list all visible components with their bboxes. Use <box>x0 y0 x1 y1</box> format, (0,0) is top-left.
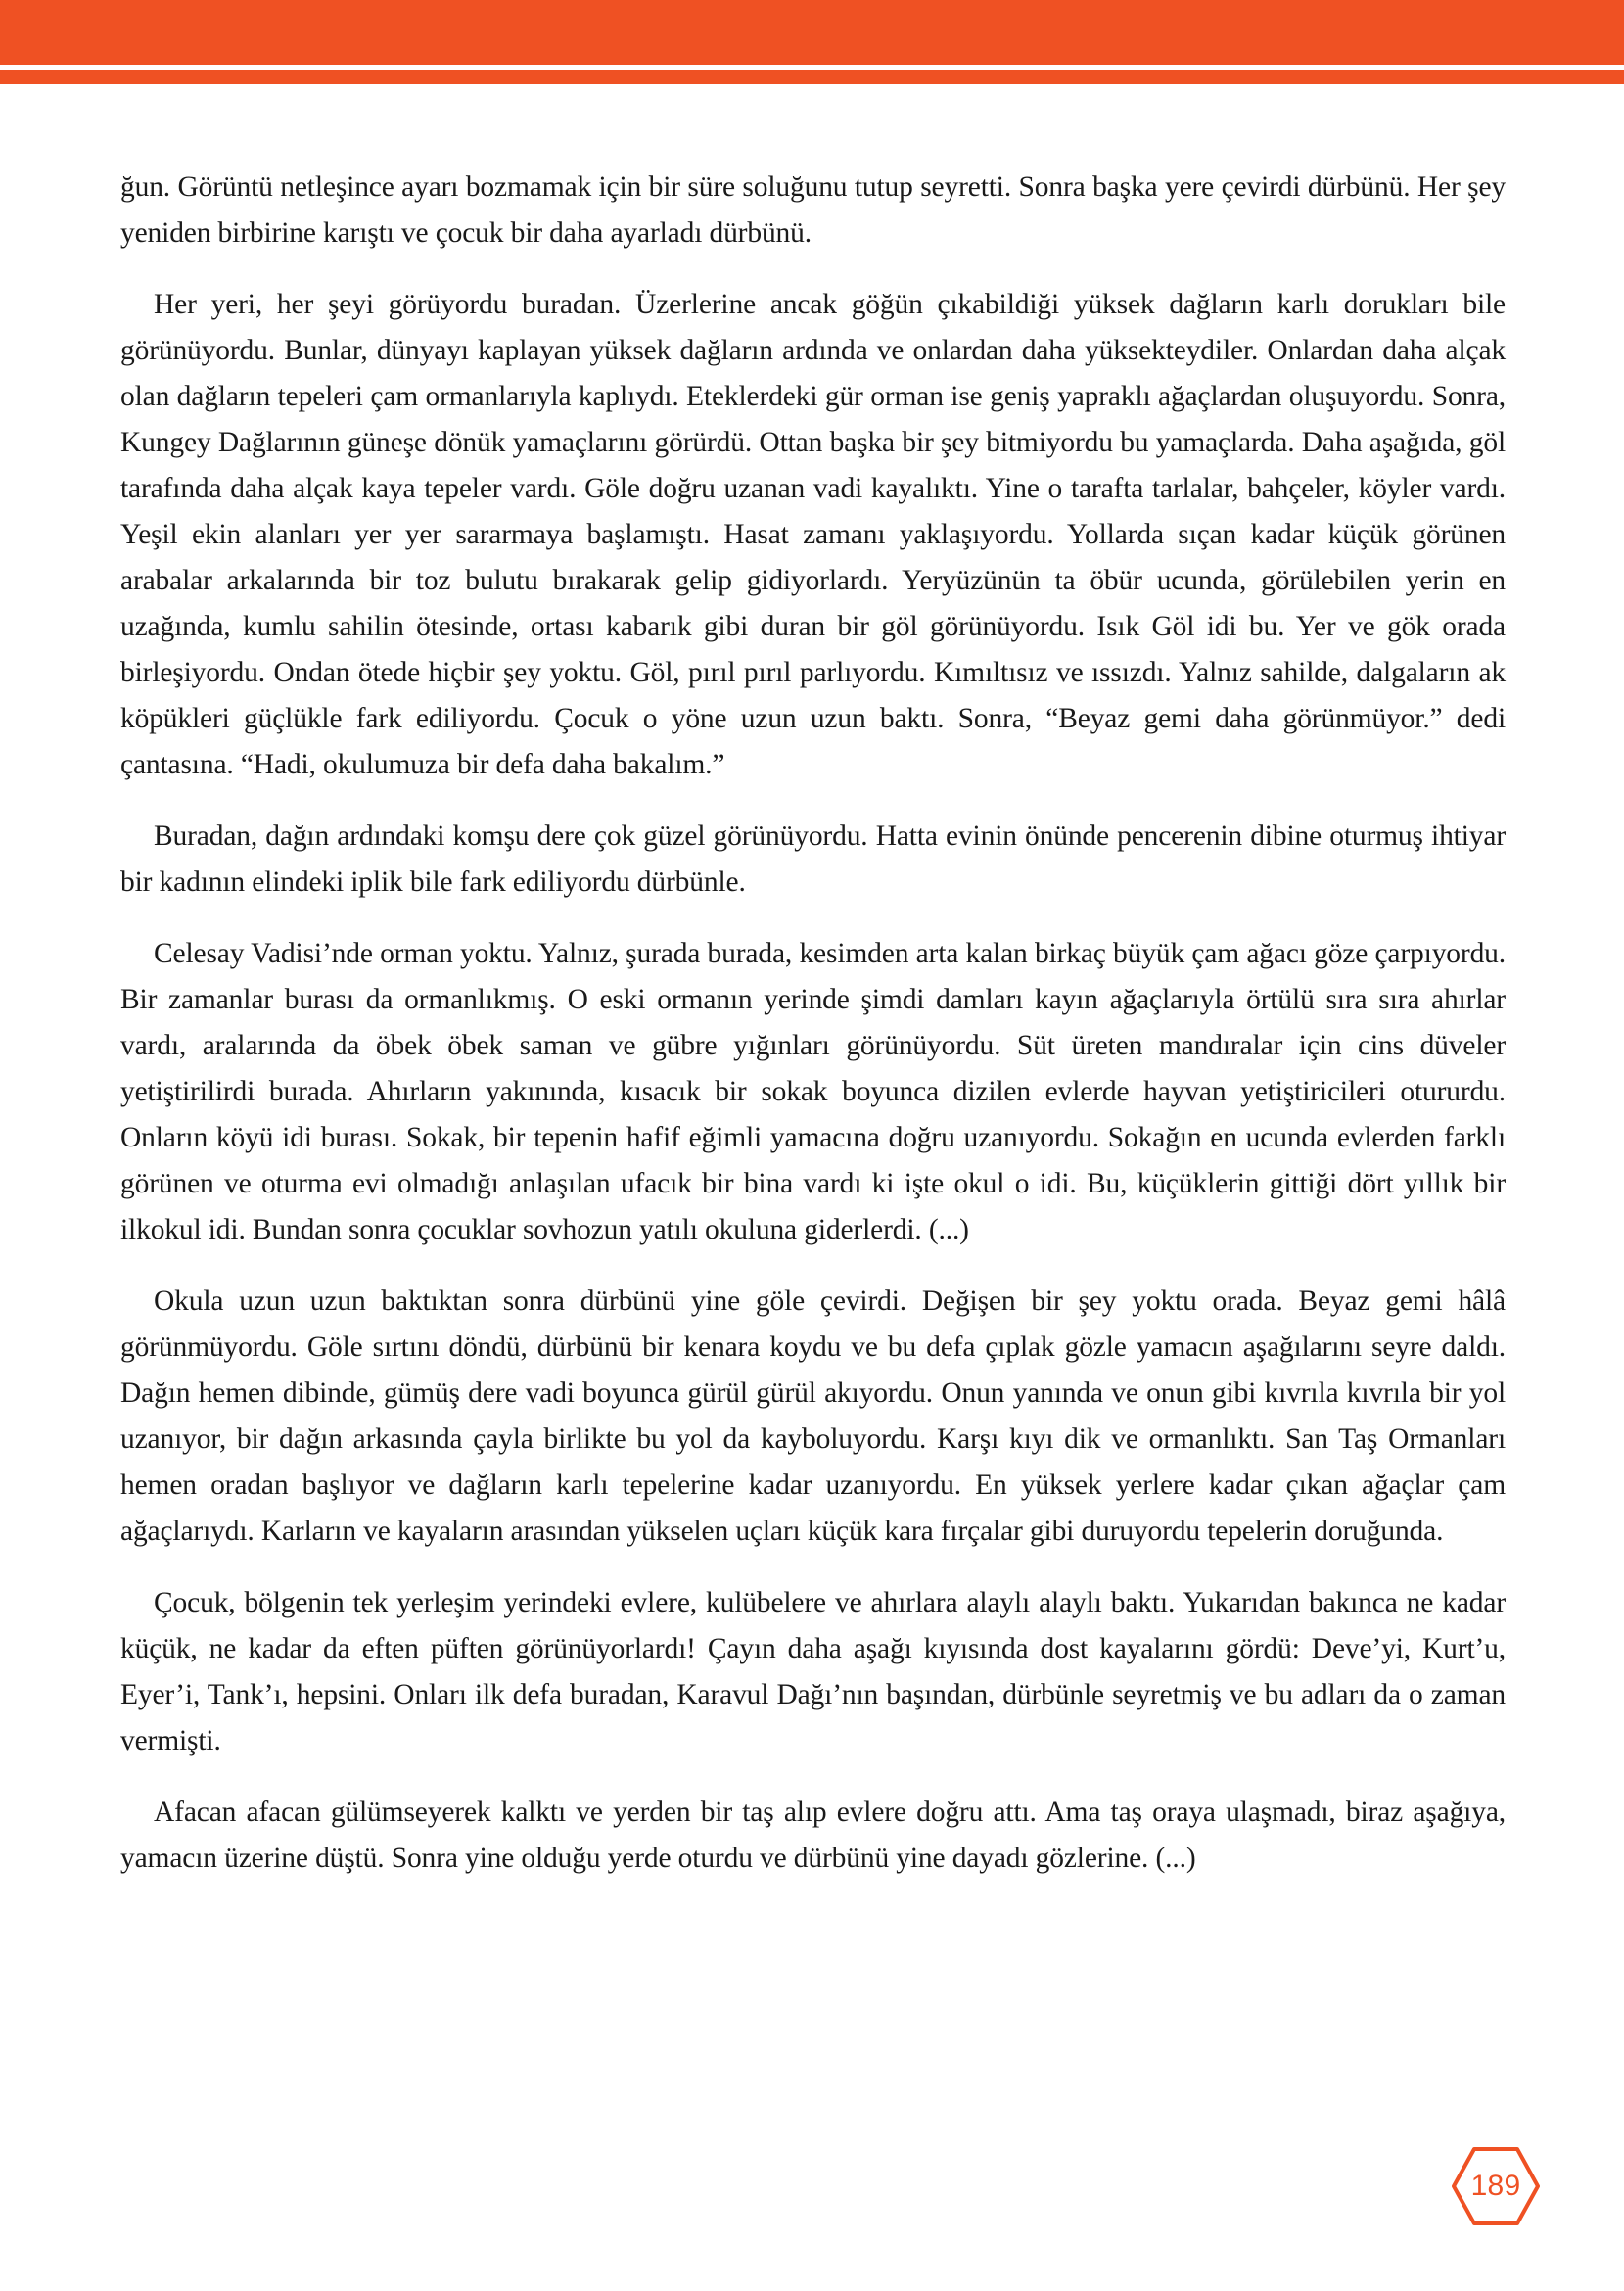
header-accent-rule-lower <box>0 70 1624 84</box>
paragraph-3: Buradan, dağın ardındaki komşu dere çok güzel görünüyordu. Hatta evinin önünde pencerenin dibine oturmuş ihtiyar bir kadının elindeki iplik bile fark ediliyordu dürbünle. <box>120 820 1506 898</box>
paragraph-4: Celesay Vadisi’nde orman yoktu. Yalnız, şurada burada, kesimden arta kalan birkaç büyük çam ağacı göze çarpıyordu. Bir zamanlar burası da ormanlıkmış. O eski ormanın yerinde şimdi damları kayın ağaçlarıyla örtülü sıra sıra ahırlar vardı, aralarında da öbek öbek saman ve gübre yığınları görünüyordu. Süt üreten mandıralar için cins düveler yetiştirilirdi burada. Ahırların yakınında, kısacık bir sokak boyunca dizilen evlerde hayvan yetiştiricileri otururdu. Onların köyü idi burası. Sokak, bir tepenin hafif eğimli yamacına doğru uzanıyordu. Sokağın en ucunda evlerden farklı görünen ve oturma evi olmadığı anlaşılan ufacık bir bina vardı ki işte okul o idi. Bu, küçüklerin gittiği dört yıllık bir ilkokul idi. Bundan sonra çocuklar sovhozun yatılı okuluna giderlerdi. (...) <box>120 938 1506 1245</box>
paragraph-2: Her yeri, her şeyi görüyordu buradan. Üzerlerine ancak göğün çıkabildiği yüksek dağların karlı dorukları bile görünüyordu. Bunlar, dünyayı kaplayan yüksek dağların ardında ve onlardan daha yüksekteydiler. Onlardan daha alçak olan dağların tepeleri çam ormanlarıyla kaplıydı. Eteklerdeki gür orman ise geniş yapraklı ağaçlardan oluşuyordu. Sonra, Kungey Dağlarının güneşe dönük yamaçlarını görürdü. Ottan başka bir şey bitmiyordu bu yamaçlarda. Daha aşağıda, göl tarafında daha alçak kaya tepeler vardı. Göle doğru uzanan vadi kayalıktı. Yine o tarafta tarlalar, bahçeler, köyler vardı. Yeşil ekin alanları yer yer sararmaya başlamıştı. Hasat zamanı yaklaşıyordu. Yollarda sıçan kadar küçük görünen arabalar arkalarında bir toz bulutu bırakarak gelip gidiyorlardı. Yeryüzünün ta öbür ucunda, görülebilen yerin en uzağında, kumlu sahilin ötesinde, ortası kabarık gibi duran bir göl görünüyordu. Isık Göl idi bu. Yer ve gök orada birleşiyordu. Ondan ötede hiçbir şey yoktu. Göl, pırıl pırıl parlıyordu. Kımıltısız ve ıssızdı. Yalnız sahilde, dalgaların ak köpükleri güçlükle fark ediliyordu. Çocuk o yöne uzun uzun baktı. Sonra, “Beyaz gemi daha görünmüyor.” dedi çantasına. “Hadi, okulumuza bir defa daha bakalım.” <box>120 289 1506 780</box>
paragraph-1: ğun. Görüntü netleşince ayarı bozmamak için bir süre soluğunu tutup seyretti. Sonra başka yere çevirdi dürbünü. Her şey yeniden birbirine karıştı ve çocuk bir daha ayarladı dürbünü. <box>120 171 1506 249</box>
header-accent-band <box>0 0 1624 65</box>
page-number-badge <box>1451 2146 1541 2226</box>
page-number-label: 189 <box>1470 2170 1521 2202</box>
paragraph-7: Afacan afacan gülümseyerek kalktı ve yerden bir taş alıp evlere doğru attı. Ama taş oraya ulaşmadı, biraz aşağıya, yamacın üzerine düştü. Sonra yine olduğu yerde oturdu ve dürbünü yine dayadı gözlerine. (...) <box>120 1797 1506 1874</box>
page-text-column <box>120 164 1506 1882</box>
paragraph-6: Çocuk, bölgenin tek yerleşim yerindeki evlere, kulübelere ve ahırlara alaylı alaylı baktı. Yukarıdan bakınca ne kadar küçük, ne kadar da eften püften görünüyorlardı! Çayın daha aşağı kıyısında dost kayalarını gördü: Deve’yi, Kurt’u, Eyer’i, Tank’ı, hepsini. Onları ilk defa buradan, Karavul Dağı’nın başından, dürbünle seyretmiş ve bu adları da o zaman vermişti. <box>120 1587 1506 1756</box>
paragraph-5: Okula uzun uzun baktıktan sonra dürbünü yine göle çevirdi. Değişen bir şey yoktu orada. Beyaz gemi hâlâ görünmüyordu. Göle sırtını döndü, dürbünü bir kenara koydu ve bu defa çıplak gözle yamacın aşağılarını seyre daldı. Dağın hemen dibinde, gümüş dere vadi boyunca gürül gürül akıyordu. Onun yanında ve onun gibi kıvrıla kıvrıla bir yol uzanıyor, bir dağın arkasında çayla birlikte bu yol da kayboluyordu. Karşı kıyı dik ve ormanlıktı. San Taş Ormanları hemen oradan başlıyor ve dağların karlı tepelerine kadar uzanıyordu. En yüksek yerlere kadar çıkan ağaçlar çam ağaçlarıydı. Karların ve kayaların arasından yükselen uçları küçük kara fırçalar gibi duruyordu tepelerin doruğunda. <box>120 1286 1506 1547</box>
